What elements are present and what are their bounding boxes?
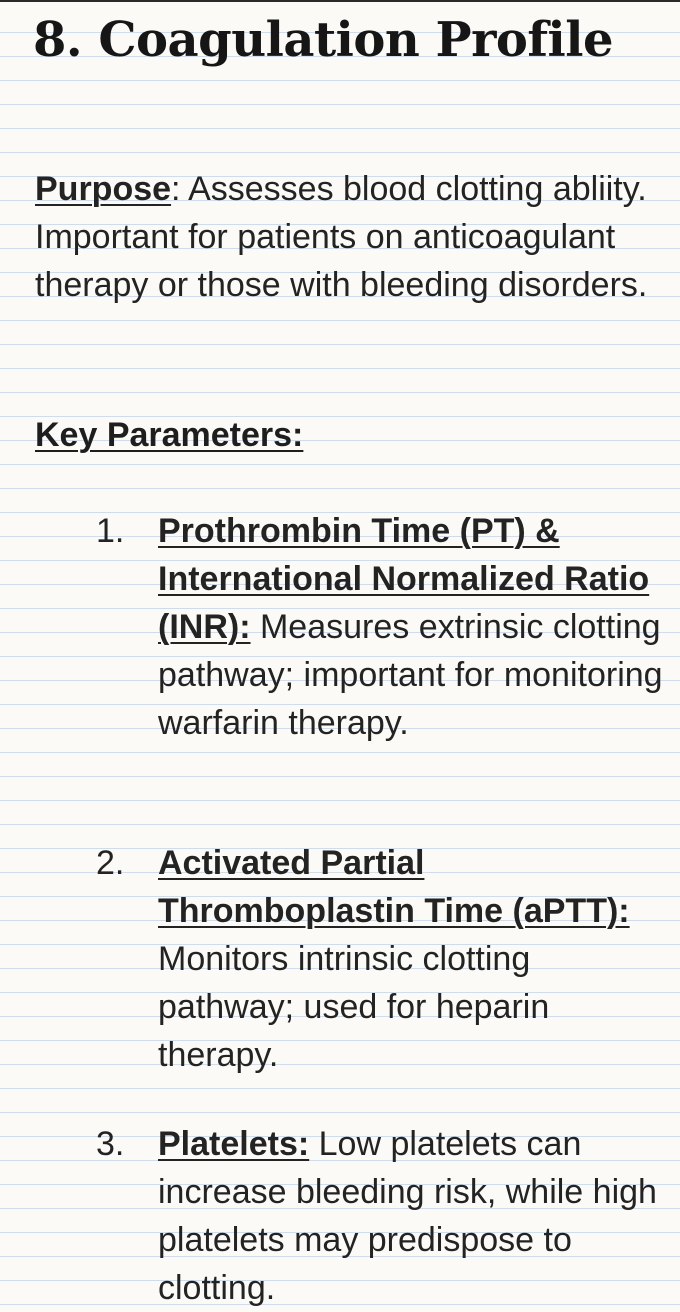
parameter-number: 2. [96, 844, 125, 882]
purpose-paragraph [35, 165, 655, 309]
purpose-separator: : [171, 170, 181, 208]
parameter-text: Measures extrinsic clotting pathway; important for monitoring warfarin therapy. [158, 608, 663, 742]
purpose-text: Assesses blood clotting abliity. Important for patients on anticoagulant therapy or those with bleeding disorders. [35, 170, 648, 304]
parameter-number: 1. [96, 512, 125, 550]
parameter-body [158, 1120, 670, 1312]
parameter-item [96, 507, 670, 747]
parameter-body [158, 507, 670, 747]
page-top-border [0, 0, 680, 2]
parameter-text: Low platelets can increase bleeding risk, while high platelets may predispose to clotting. [158, 1125, 657, 1307]
key-parameters-heading: Key Parameters: [35, 416, 304, 454]
parameter-name: Activated Partial Thromboplastin Time (aPTT): [158, 844, 630, 930]
parameter-text: Monitors intrinsic clotting pathway; used for heparin therapy. [158, 940, 550, 1074]
parameter-number: 3. [96, 1125, 125, 1163]
parameter-name: Prothrombin Time (PT) & International Normalized Ratio (INR): [158, 512, 650, 646]
parameter-item [96, 839, 670, 1079]
purpose-label: Purpose [35, 170, 172, 208]
page-title: 8. Coagulation Profile [33, 12, 614, 68]
parameter-body [158, 839, 670, 1079]
parameter-item [96, 1120, 670, 1312]
parameter-name: Platelets: [158, 1125, 310, 1163]
